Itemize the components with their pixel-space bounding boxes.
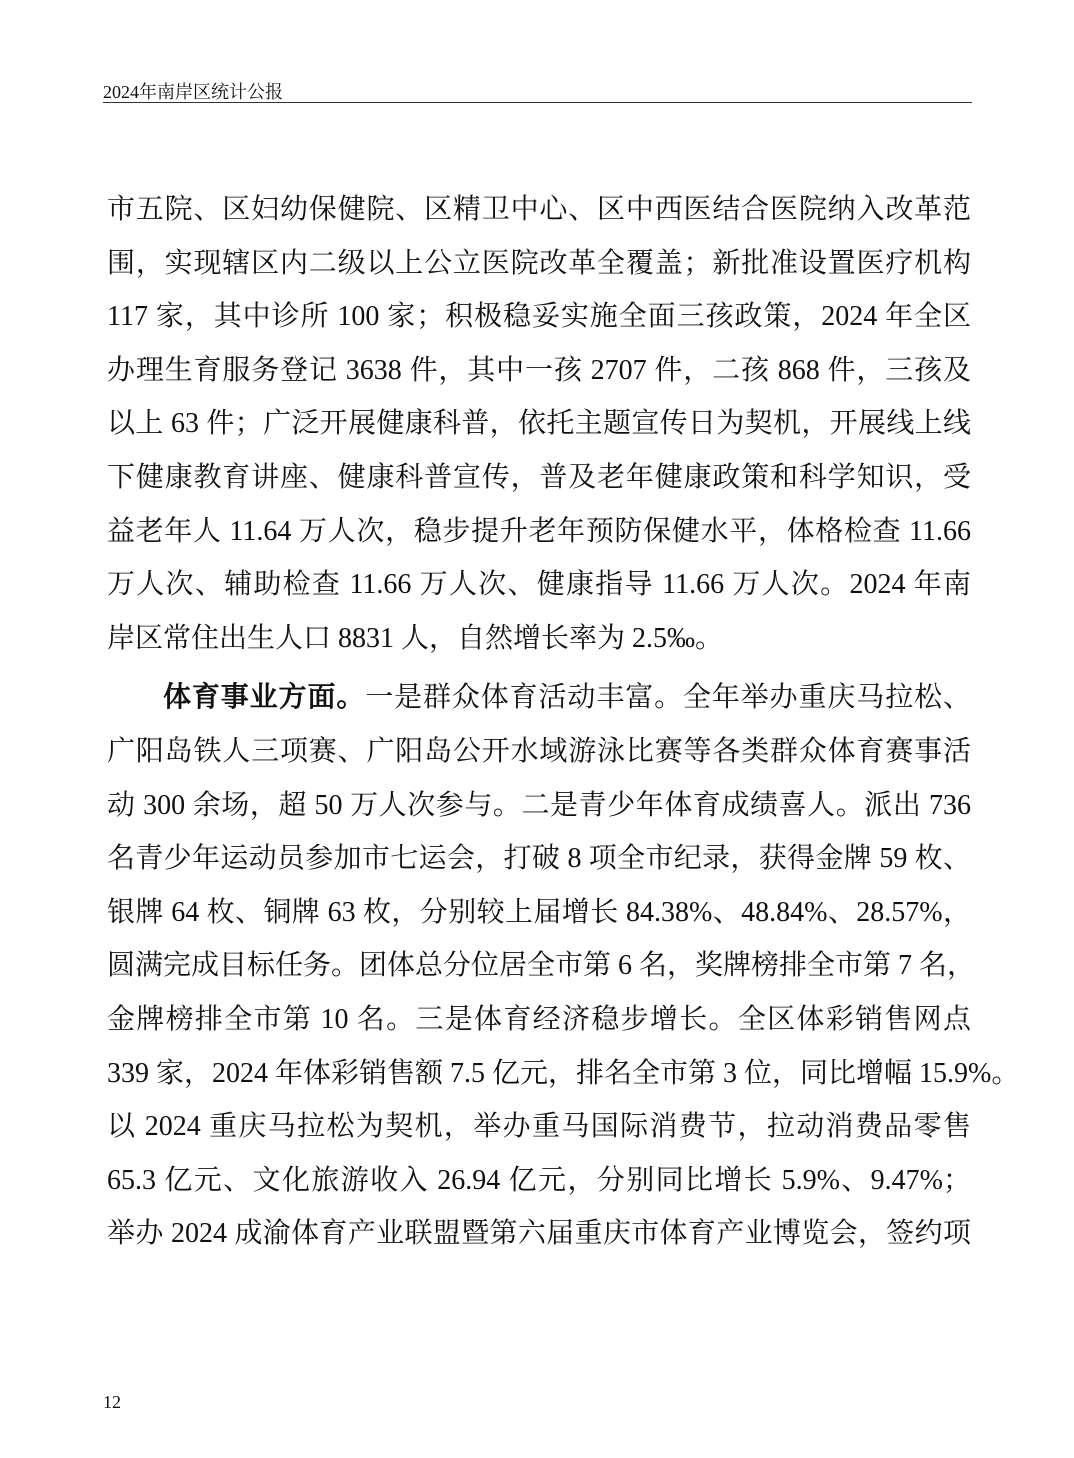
header-rule (103, 102, 972, 103)
paragraph-lead-heading: 体育事业方面。 (163, 682, 366, 714)
text-line: 圆满完成目标任务。团体总分位居全市第 6 名，奖牌榜排全市第 7 名， (107, 950, 976, 982)
text-line: 益老年人 11.64 万人次，稳步提升老年预防保健水平，体格检查 11.66 (107, 515, 971, 547)
text-line: 举办 2024 成渝体育产业联盟暨第六届重庆市体育产业博览会，签约项 (107, 1218, 971, 1250)
text-line: 银牌 64 枚、铜牌 63 枚，分别较上届增长 84.38%、48.84%、28.57%， (107, 896, 971, 928)
document-body (107, 187, 1020, 1265)
text-span: 一是群众体育活动丰富。全年举办重庆马拉松、 (365, 682, 971, 714)
text-line: 动 300 余场，超 50 万人次参与。二是青少年体育成绩喜人。派出 736 (107, 789, 971, 821)
text-line: 以上 63 件；广泛开展健康科普，依托主题宣传日为契机，开展线上线 (107, 408, 971, 440)
text-line: 下健康教育讲座、健康科普宣传，普及老年健康政策和科学知识，受 (107, 461, 971, 493)
text-line: 岸区常住出生人口 8831 人，自然增长率为 2.5‰。 (107, 622, 724, 654)
text-line-first (107, 675, 971, 729)
text-line: 办理生育服务登记 3638 件，其中一孩 2707 件，二孩 868 件，三孩及 (107, 354, 971, 386)
paragraph-health (107, 187, 971, 669)
text-line: 名青少年运动员参加市七运会，打破 8 项全市纪录，获得金牌 59 枚、 (107, 843, 971, 875)
running-header: 2024年南岸区统计公报 (103, 82, 283, 102)
text-line: 117 家，其中诊所 100 家；积极稳妥实施全面三孩政策，2024 年全区 (107, 301, 971, 333)
text-line: 万人次、辅助检查 11.66 万人次、健康指导 11.66 万人次。2024 年南 (107, 569, 971, 601)
text-line: 以 2024 重庆马拉松为契机，举办重马国际消费节，拉动消费品零售 (107, 1111, 971, 1143)
page-number: 12 (103, 1392, 121, 1412)
text-line: 金牌榜排全市第 10 名。三是体育经济稳步增长。全区体彩销售网点 (107, 1003, 971, 1035)
paragraph-sports (107, 675, 1020, 1265)
text-line: 65.3 亿元、文化旅游收入 26.94 亿元，分别同比增长 5.9%、9.47%； (107, 1164, 971, 1196)
text-line: 广阳岛铁人三项赛、广阳岛公开水域游泳比赛等各类群众体育赛事活 (107, 735, 971, 767)
text-line: 围，实现辖区内二级以上公立医院改革全覆盖；新批准设置医疗机构 (107, 247, 971, 279)
text-line: 市五院、区妇幼保健院、区精卫中心、区中西医结合医院纳入改革范 (107, 194, 971, 225)
text-line: 339 家，2024 年体彩销售额 7.5 亿元，排名全市第 3 位，同比增幅 15.9%。 (107, 1057, 1020, 1089)
